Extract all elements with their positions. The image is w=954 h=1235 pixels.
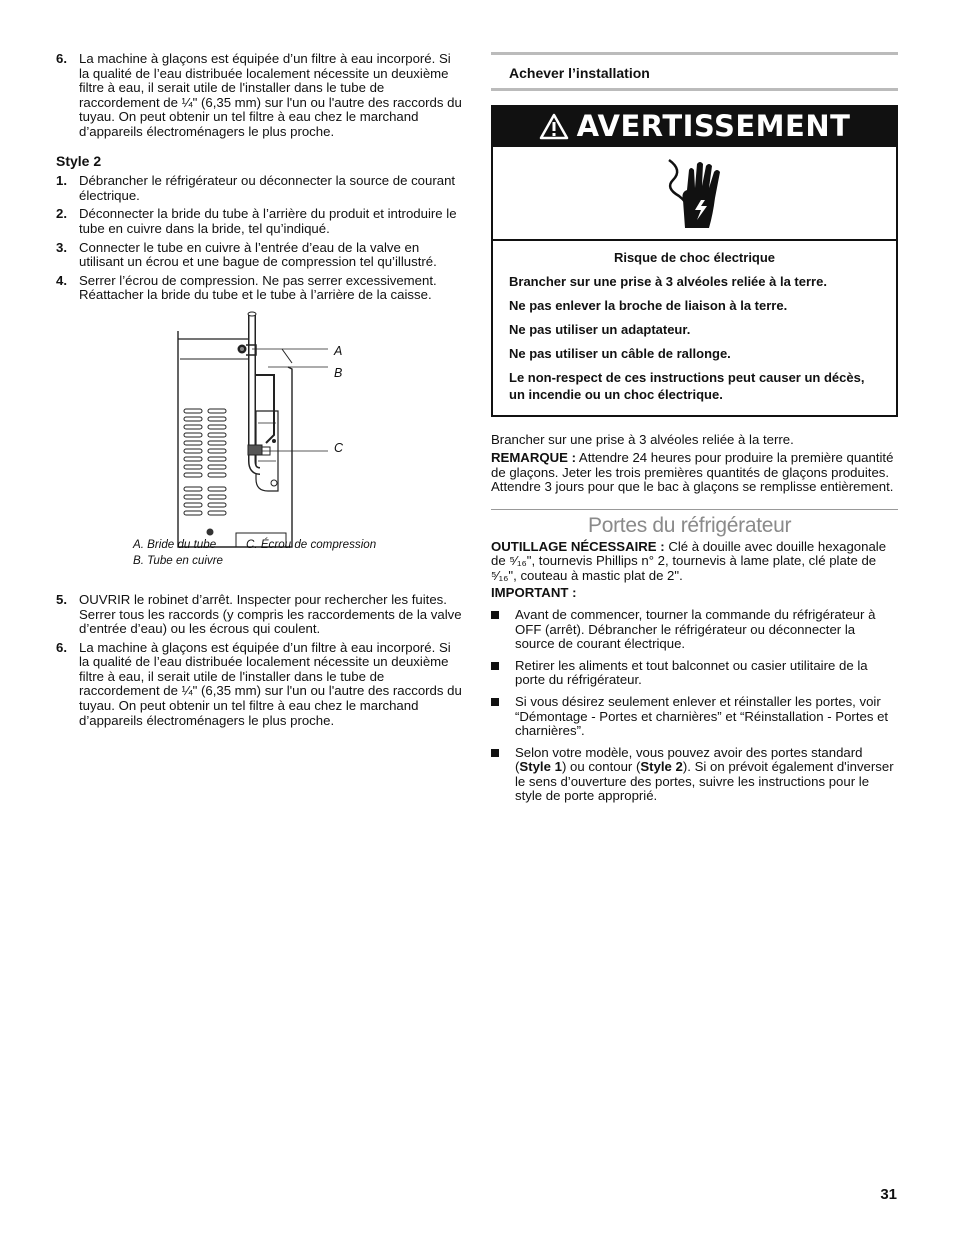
bullet-text: Retirer les aliments et tout balconnet ou casier utilitaire de la porte du réfrigérateur. (515, 657, 868, 688)
item-text: Serrer l’écrou de compression. Ne pas serrer excessivement. Réattacher la bride du tube et le tube à l’arrière de la caisse. (79, 272, 437, 303)
remarque-label: REMARQUE : (491, 450, 576, 466)
bullet-item (491, 746, 898, 804)
list-item (56, 641, 464, 729)
figure-label-a: A (334, 343, 343, 358)
bullet-square-icon (491, 698, 499, 706)
bullet-item (491, 608, 898, 652)
bullet-text (515, 745, 894, 804)
list-item (56, 274, 464, 303)
item-text: Connecter le tube en cuivre à l’entrée d’eau de la valve en utilisant un écrou et une bague de compression tel qu’illustré. (79, 239, 437, 270)
warning-text (493, 241, 896, 415)
item-text: La machine à glaçons est équipée d’un filtre à eau incorporé. Si la qualité de l’eau distribuée localement nécessite un deuxième filtre à eau, il serait utile de l'installer dans le tube de raccordement de ¼" (6,35 mm) sur l'un ou l'autre des raccords du tuyau. On peut obtenir un tel filtre à eau chez le marchand d’appareils électroménagers le plus proche. (79, 51, 462, 139)
bullet-text-part: ) ou contour ( (561, 759, 641, 775)
style-1-label: Style 1 (519, 759, 562, 775)
figure-label-b: B (334, 365, 343, 380)
item-text: La machine à glaçons est équipée d’un filtre à eau incorporé. Si la qualité de l’eau distribuée localement nécessite un deuxième filtre à eau, il serait utile de l'installer dans le tube de raccordement de ¼" (6,35 mm) sur l'un ou l'autre des raccords du tuyau. On peut obtenir un tel filtre à eau chez le marchand d’appareils électroménagers le plus proche. (79, 639, 462, 728)
warning-header (493, 107, 896, 147)
paragraph: Brancher sur une prise à 3 alvéoles reliée à la terre. (491, 431, 794, 447)
list-item (56, 593, 464, 637)
warning-line: Le non-respect de ces instructions peut causer un décès, un incendie ou un choc électrique. (509, 369, 865, 402)
section-divider (491, 509, 898, 510)
warning-box (491, 105, 898, 417)
warning-icon-row (493, 147, 896, 241)
warning-line: Ne pas utiliser un adaptateur. (509, 321, 691, 337)
bullet-square-icon (491, 662, 499, 670)
list-item (56, 241, 464, 270)
item-number: 6. (56, 51, 67, 66)
remarque-text: Attendre 24 heures pour produire la première quantité de glaçons. Jeter les trois premières quantités de glaçons produites. Attendre 3 jours pour que le bac à glaçons se remplisse entièrement. (491, 450, 894, 495)
figure-label-c: C (334, 440, 344, 455)
item-number: 1. (56, 173, 67, 189)
warning-line: Risque de choc électrique (613, 249, 776, 265)
item-text: Déconnecter la bride du tube à l’arrière du produit et introduire le tube en cuivre dans la bride, tel qu’indiqué. (79, 206, 457, 236)
bullet-text: Avant de commencer, tourner la commande du réfrigérateur à OFF (arrêt). Débrancher le réfrigérateur ou déconnecter la source de courant électrique. (515, 606, 876, 652)
outillage-paragraph (491, 540, 898, 584)
list-item (56, 174, 464, 203)
item-number: 6. (56, 639, 67, 655)
warning-title: AVERTISSEMENT (576, 109, 851, 144)
item-number: 3. (56, 239, 67, 255)
item-number: 2. (56, 206, 67, 222)
caption-b: B. Tube en cuivre (133, 553, 224, 567)
remarque-paragraph (491, 451, 898, 495)
outillage-label: OUTILLAGE NÉCESSAIRE : (491, 538, 665, 554)
warning-line: Brancher sur une prise à 3 alvéoles reliée à la terre. (509, 273, 827, 289)
warning-line: Ne pas utiliser un câble de rallonge. (509, 345, 731, 361)
bullet-text-part: ). Si on prévoit également d'inverser le sens d’ouverture des portes, suivre les instructions pour le style de porte approprié. (515, 759, 894, 804)
warning-line: Ne pas enlever la broche de liaison à la terre. (509, 297, 788, 313)
section-title: Achever l’installation (491, 52, 898, 91)
bullet-square-icon (491, 611, 499, 619)
section-heading: Portes du réfrigérateur (588, 513, 792, 537)
item-text: OUVRIR le robinet d’arrêt. Inspecter pour rechercher les fuites. Serrer tous les raccords (y compris les raccordements de la valve d’entrée d’eau) ou les écrous qui coulent. (79, 591, 462, 637)
bullet-square-icon (491, 749, 499, 757)
bullet-item (491, 695, 898, 739)
right-column (491, 52, 898, 804)
tube-connection-figure (56, 311, 464, 589)
bullet-item (491, 659, 898, 688)
list-item (56, 207, 464, 236)
bullet-text-part: Selon votre modèle, vous pouvez avoir des portes standard ( (515, 744, 863, 775)
item-text: Débrancher le réfrigérateur ou déconnecter la source de courant électrique. (79, 173, 456, 203)
important-label: IMPORTANT : (491, 585, 577, 601)
item-number: 5. (56, 591, 67, 607)
bullet-text: Si vous désirez seulement enlever et réinstaller les portes, voir “Démontage - Portes et charnières” et “Réinstallation - Portes et charnières”. (515, 693, 889, 739)
item-number: 4. (56, 272, 67, 288)
style-2-label: Style 2 (640, 759, 683, 775)
warning-triangle-icon (539, 113, 569, 140)
style-2-heading: Style 2 (56, 152, 102, 169)
caption-a: A. Bride du tube (133, 537, 217, 551)
left-column (56, 52, 464, 732)
caption-c: C. Écrou de compression (246, 537, 377, 551)
list-item (56, 52, 464, 140)
outillage-text: Clé à douille avec douille hexagonale de ⁵⁄₁₆", tournevis Phillips n° 2, tournevis à lame plate, clé plate de ⁵⁄₁₆", couteau à mastic plat de 2". (491, 538, 887, 583)
electric-shock-hand-icon (665, 156, 725, 230)
page-number: 31 (880, 1186, 897, 1203)
